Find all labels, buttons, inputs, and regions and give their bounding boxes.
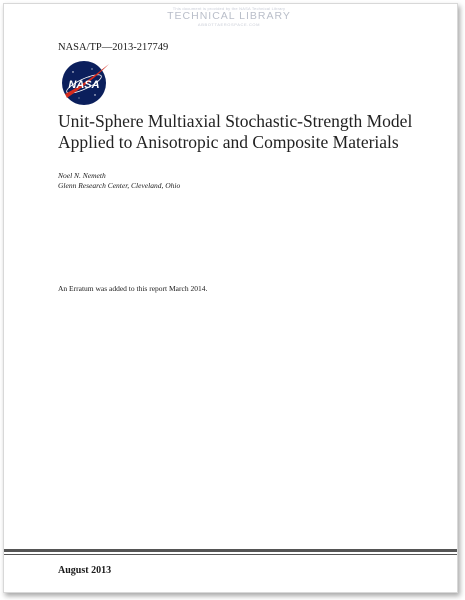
erratum-note: An Erratum was added to this report March 2014. bbox=[58, 284, 208, 293]
footer-rule-thin bbox=[4, 554, 457, 555]
report-cover-page bbox=[3, 3, 458, 593]
technical-library-watermark bbox=[154, 6, 304, 27]
watermark-url: ABBOTTAEROSPACE.COM bbox=[197, 22, 261, 27]
author-affiliation: Glenn Research Center, Cleveland, Ohio bbox=[58, 181, 181, 190]
author-name: Noel N. Nemeth bbox=[58, 171, 106, 180]
report-title: Unit-Sphere Multiaxial Stochastic-Strength Model Applied to Anisotropic and Composite Materials bbox=[58, 111, 413, 152]
nasa-logo bbox=[59, 58, 113, 108]
footer-rule-thick bbox=[4, 549, 457, 552]
nasa-logo-text: NASA bbox=[68, 79, 100, 91]
watermark-main-text: TECHNICAL LIBRARY bbox=[167, 10, 291, 22]
watermark-top-line: This document is provided by the NASA Technical Library bbox=[172, 6, 286, 11]
report-number: NASA/TP—2013-217749 bbox=[58, 42, 169, 53]
publication-date: August 2013 bbox=[58, 565, 112, 576]
